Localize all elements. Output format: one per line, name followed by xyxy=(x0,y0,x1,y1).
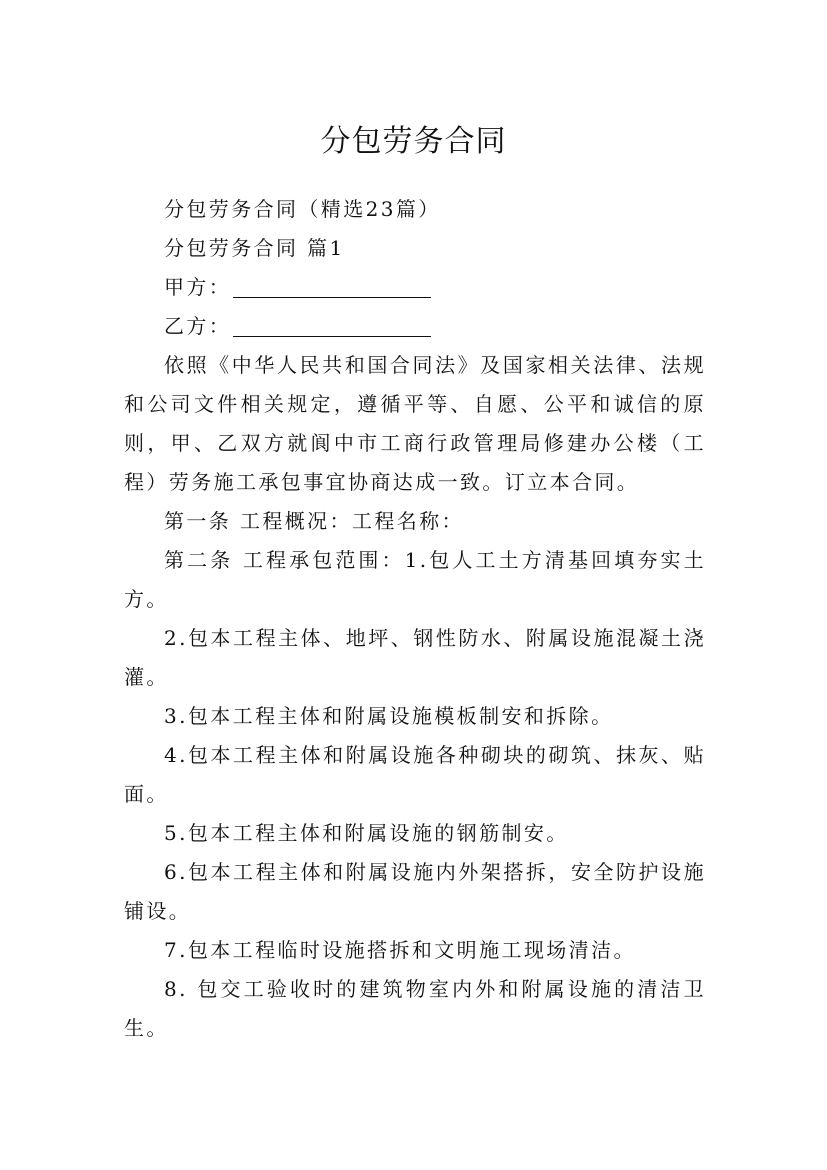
party-a-label: 甲方： xyxy=(164,275,232,299)
scope-item-7: 7.包本工程临时设施搭拆和文明施工现场清洁。 xyxy=(164,938,636,962)
scope-item-8: 8. 包交工验收时的建筑物室内外和附属设施的清洁卫生。 xyxy=(124,977,706,1040)
scope-item-4: 4.包本工程主体和附属设施各种砌块的砌筑、抹灰、贴面。 xyxy=(124,743,706,806)
scope-item-6: 6.包本工程主体和附属设施内外架搭拆，安全防护设施铺设。 xyxy=(124,860,706,923)
scope-item-2: 2.包本工程主体、地坪、钢性防水、附属设施混凝土浇灌。 xyxy=(124,626,706,689)
party-a-line xyxy=(124,268,706,307)
section-heading: 分包劳务合同 篇1 xyxy=(164,236,345,260)
subtitle-line: 分包劳务合同（精选23篇） xyxy=(164,197,441,221)
party-b-label: 乙方： xyxy=(164,314,232,338)
scope-item-3: 3.包本工程主体和附属设施模板制安和拆除。 xyxy=(164,704,614,728)
scope-item-5: 5.包本工程主体和附属设施的钢筋制安。 xyxy=(164,821,569,845)
party-b-line xyxy=(124,307,706,346)
article-1: 第一条 工程概况：工程名称： xyxy=(164,509,464,533)
preamble-paragraph: 依照《中华人民共和国合同法》及国家相关法律、法规和公司文件相关规定，遵循平等、自愿、公平和诚信的原则，甲、乙双方就阆中市工商行政管理局修建办公楼（工程）劳务施工承包事宜协商达成一致。订立本合同。 xyxy=(124,353,706,494)
article-2: 第二条 工程承包范围：1.包人工土方清基回填夯实土方。 xyxy=(124,548,706,611)
document-title: 分包劳务合同 xyxy=(320,124,507,160)
party-b-blank xyxy=(233,312,431,337)
document-body xyxy=(124,190,706,1048)
party-a-blank xyxy=(233,273,431,298)
